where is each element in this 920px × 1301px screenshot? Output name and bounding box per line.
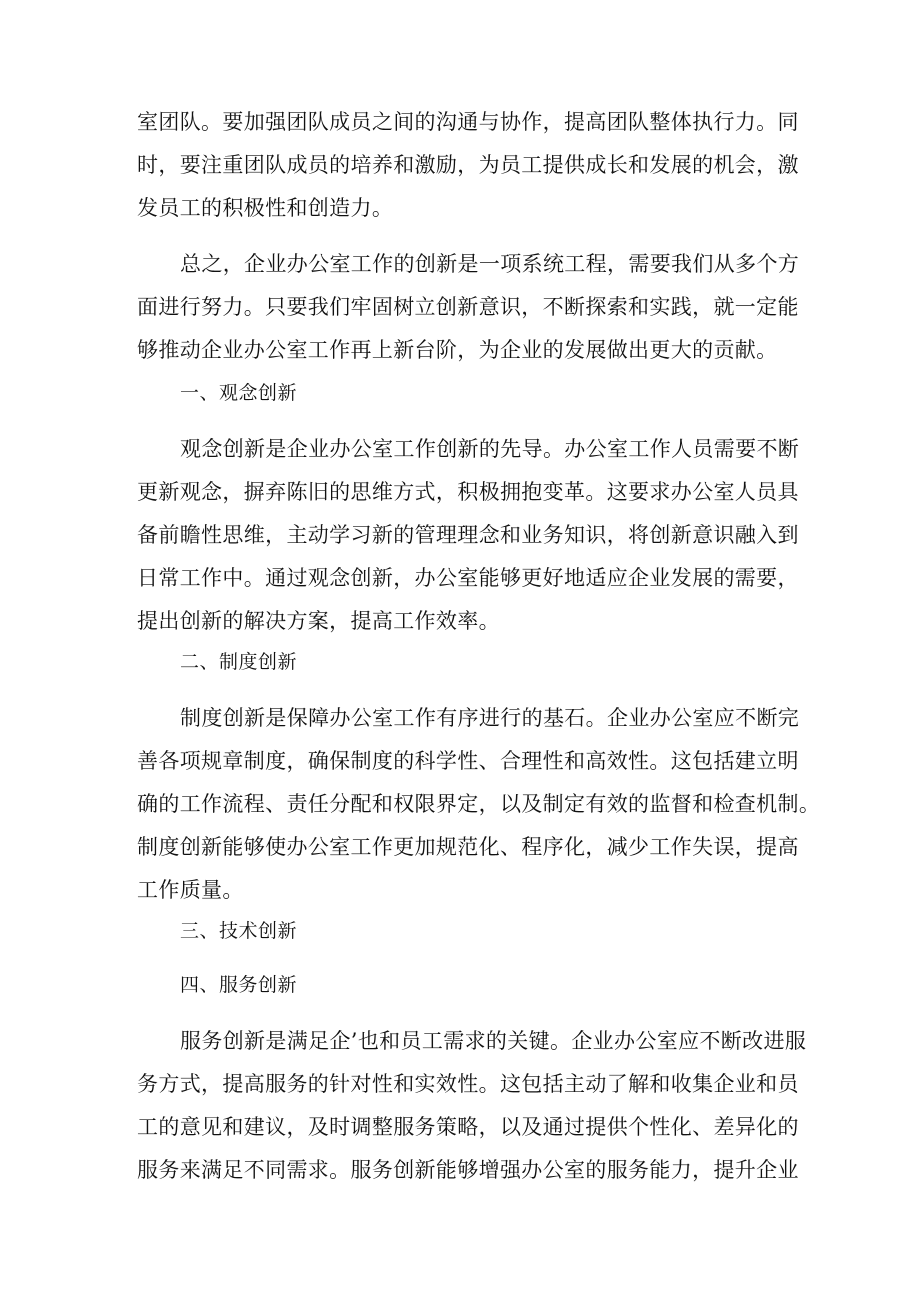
paragraph-line: 发员工的积极性和创造力。 xyxy=(137,196,394,220)
section-heading: 一、观念创新 xyxy=(180,382,298,404)
paragraph-line: 室团队。要加强团队成员之间的沟通与协作，提高团队整体执行力。同 xyxy=(137,110,799,134)
paragraph-line: 工作质量。 xyxy=(137,878,244,902)
paragraph-line: 务方式，提高服务的针对性和实效性。这包括主动了解和收集企业和员 xyxy=(137,1072,799,1096)
section-heading: 二、制度创新 xyxy=(180,651,298,673)
paragraph-line: 观念创新是企业办公室工作创新的先导。办公室工作人员需要不断 xyxy=(180,437,800,461)
paragraph-line: 总之，企业办公室工作的创新是一项系统工程，需要我们从多个方 xyxy=(180,252,800,276)
paragraph-line: 制度创新能够使办公室工作更加规范化、程序化，减少工作失误，提高 xyxy=(137,835,799,859)
paragraph-line: 时，要注重团队成员的培养和激励，为员工提供成长和发展的机会，激 xyxy=(137,153,799,177)
paragraph-line: 提出创新的解决方案，提高工作效率。 xyxy=(137,609,500,633)
paragraph-line: 确的工作流程、责任分配和权限界定，以及制定有效的监督和检查机制。 xyxy=(137,792,821,816)
paragraph-line: 制度创新是保障办公室工作有序进行的基石。企业办公室应不断完 xyxy=(180,706,800,730)
paragraph-line: 备前瞻性思维，主动学习新的管理理念和业务知识，将创新意识融入到 xyxy=(137,523,799,547)
paragraph-line: 面进行努力。只要我们牢固树立创新意识，不断探索和实践，就一定能 xyxy=(137,295,799,319)
section-heading: 四、服务创新 xyxy=(180,974,298,996)
paragraph-line: 工的意见和建议，及时调整服务策略，以及通过提供个性化、差异化的 xyxy=(137,1115,799,1139)
paragraph-line: 够推动企业办公室工作再上新台阶，为企业的发展做出更大的贡献。 xyxy=(137,338,778,362)
paragraph-line: 善各项规章制度，确保制度的科学性、合理性和高效性。这包括建立明 xyxy=(137,749,799,773)
paragraph-line: 服务创新是满足企’也和员工需求的关键。企业办公室应不断改进服 xyxy=(180,1029,807,1053)
paragraph-line: 日常工作中。通过观念创新，办公室能够更好地适应企业发展的需要， xyxy=(137,566,799,590)
paragraph-line: 服务来满足不同需求。服务创新能够增强办公室的服务能力，提升企业 xyxy=(137,1158,799,1182)
section-heading: 三、技术创新 xyxy=(180,920,298,942)
paragraph-line: 更新观念，摒弃陈旧的思维方式，积极拥抱变革。这要求办公室人员具 xyxy=(137,480,799,504)
